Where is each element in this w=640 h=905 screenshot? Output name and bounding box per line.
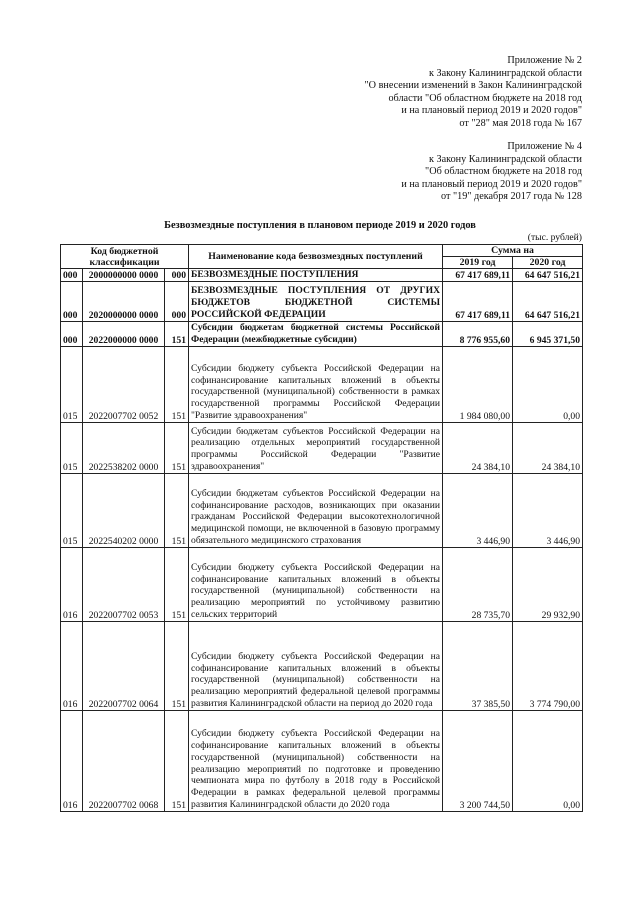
code-suffix: 151 [165,422,189,473]
value-2019: 1 984 080,00 [443,346,513,422]
value-2019: 67 417 689,11 [443,269,513,282]
code-main: 2022000000 0000 [83,321,165,346]
code-suffix: 151 [165,346,189,422]
revenue-table [60,244,583,812]
appendix-2-line: "О внесении изменений в Закон Калининградской [364,80,582,92]
code-prefix: 000 [61,321,83,346]
value-2020: 3 446,90 [513,473,583,547]
value-2020: 64 647 516,21 [513,281,583,321]
value-2019: 67 417 689,11 [443,281,513,321]
table-row [61,321,583,346]
appendix-4-line: и на плановый период 2019 и 2020 годов" [401,178,582,190]
code-prefix: 000 [61,281,83,321]
header-year-2020: 2020 год [513,257,583,269]
code-main: 2020000000 0000 [83,281,165,321]
value-2020: 24 384,10 [513,422,583,473]
code-prefix: 000 [61,269,83,282]
value-2020: 0,00 [513,710,583,811]
row-name: Субсидии бюджетам бюджетной системы Российской Федерации (межбюджетные субсидии) [189,321,443,346]
value-2019: 37 385,50 [443,621,513,710]
value-2020: 64 647 516,21 [513,269,583,282]
table-row [61,281,583,321]
code-prefix: 016 [61,547,83,621]
table-row [61,269,583,282]
value-2020: 0,00 [513,346,583,422]
appendix-4-line: "Об областном бюджете на 2018 год [425,166,582,178]
code-suffix: 151 [165,473,189,547]
value-2019: 8 776 955,60 [443,321,513,346]
value-2019: 28 735,70 [443,547,513,621]
appendix-2-line: Приложение № 2 [507,55,582,66]
header-name: Наименование кода безвозмездных поступлений [189,245,443,269]
code-prefix: 016 [61,621,83,710]
table-row [61,547,583,621]
document-title: Безвозмездные поступления в плановом периоде 2019 и 2020 годов [164,220,476,231]
appendix-4-header [401,141,582,204]
table-row [61,346,583,422]
row-name: Субсидии бюджету субъекта Российской Федерации на софинансирование капитальных вложений в объекты государственной (муниципальной) собственности на реализацию мероприятий по устойчивому развитию сельских территорий [189,547,443,621]
row-name: БЕЗВОЗМЕЗДНЫЕ ПОСТУПЛЕНИЯ ОТ ДРУГИХ БЮДЖЕТОВ БЮДЖЕТНОЙ СИСТЕМЫ РОССИЙСКОЙ ФЕДЕРАЦИИ [189,281,443,321]
code-suffix: 151 [165,710,189,811]
row-name: Субсидии бюджетам субъектов Российской Федерации на реализацию отдельных мероприятий государственной программы Российской Федерации "Развитие здравоохранения" [189,422,443,473]
code-main: 2022007702 0053 [83,547,165,621]
header-year-2019: 2019 год [443,257,513,269]
appendix-2-line: области "Об областном бюджете на 2018 год [388,92,582,104]
appendix-2-line: к Закону Калининградской области [429,67,582,79]
value-2020: 3 774 790,00 [513,621,583,710]
header-sum: Сумма на [443,245,583,257]
row-name: Субсидии бюджету субъекта Российской Федерации на софинансирование капитальных вложений в объекты государственной (муниципальной) собственности на реализацию мероприятий по подготовке и проведению чемпионата мира по футболу в 2018 году в Российской Федерации в рамках федеральной целевой программы развития Калининградской области до 2020 года [189,710,443,811]
appendix-4-line: от "19" декабря 2017 года № 128 [441,191,582,203]
table-row [61,473,583,547]
value-2019: 24 384,10 [443,422,513,473]
table-row [61,621,583,710]
code-suffix: 000 [165,269,189,282]
code-prefix: 015 [61,473,83,547]
value-2019: 3 446,90 [443,473,513,547]
code-prefix: 015 [61,422,83,473]
header-code: Код бюджетной классификации [61,245,189,269]
appendix-2-line: от "28" мая 2018 года № 167 [459,117,582,129]
code-main: 2022007702 0064 [83,621,165,710]
code-suffix: 151 [165,621,189,710]
code-main: 2022538202 0000 [83,422,165,473]
code-prefix: 015 [61,346,83,422]
code-main: 2000000000 0000 [83,269,165,282]
code-main: 2022007702 0052 [83,346,165,422]
value-2020: 6 945 371,50 [513,321,583,346]
code-suffix: 151 [165,547,189,621]
row-name: Субсидии бюджетам субъектов Российской Федерации на софинансирование расходов, возникающих при оказании гражданам Российской Федерации высокотехнологичной медицинской помощи, не включенной в базовую программу обязательного медицинского страхования [189,473,443,547]
row-name: Субсидии бюджету субъекта Российской Федерации на софинансирование капитальных вложений в объекты государственной (муниципальной) собственности на реализацию мероприятий федеральной целевой программы развития Калининградской области на период до 2020 года [189,621,443,710]
value-2020: 29 932,90 [513,547,583,621]
row-name: Субсидии бюджету субъекта Российской Федерации на софинансирование капитальных вложений в объекты государственной (муниципальной) собственности в рамках государственной программы Российской Федерации "Развитие здравоохранения" [189,346,443,422]
table-row [61,710,583,811]
code-suffix: 151 [165,321,189,346]
table-row [61,422,583,473]
row-name: БЕЗВОЗМЕЗДНЫЕ ПОСТУПЛЕНИЯ [189,269,443,282]
value-2019: 3 200 744,50 [443,710,513,811]
appendix-2-header [365,55,583,131]
code-main: 2022540202 0000 [83,473,165,547]
code-main: 2022007702 0068 [83,710,165,811]
code-suffix: 000 [165,281,189,321]
appendix-4-line: к Закону Калининградской области [429,153,582,165]
appendix-2-line: и на плановый период 2019 и 2020 годов" [401,105,582,117]
units-label: (тыс. рублей) [527,232,582,243]
appendix-4-line: Приложение № 4 [507,141,582,152]
code-prefix: 016 [61,710,83,811]
